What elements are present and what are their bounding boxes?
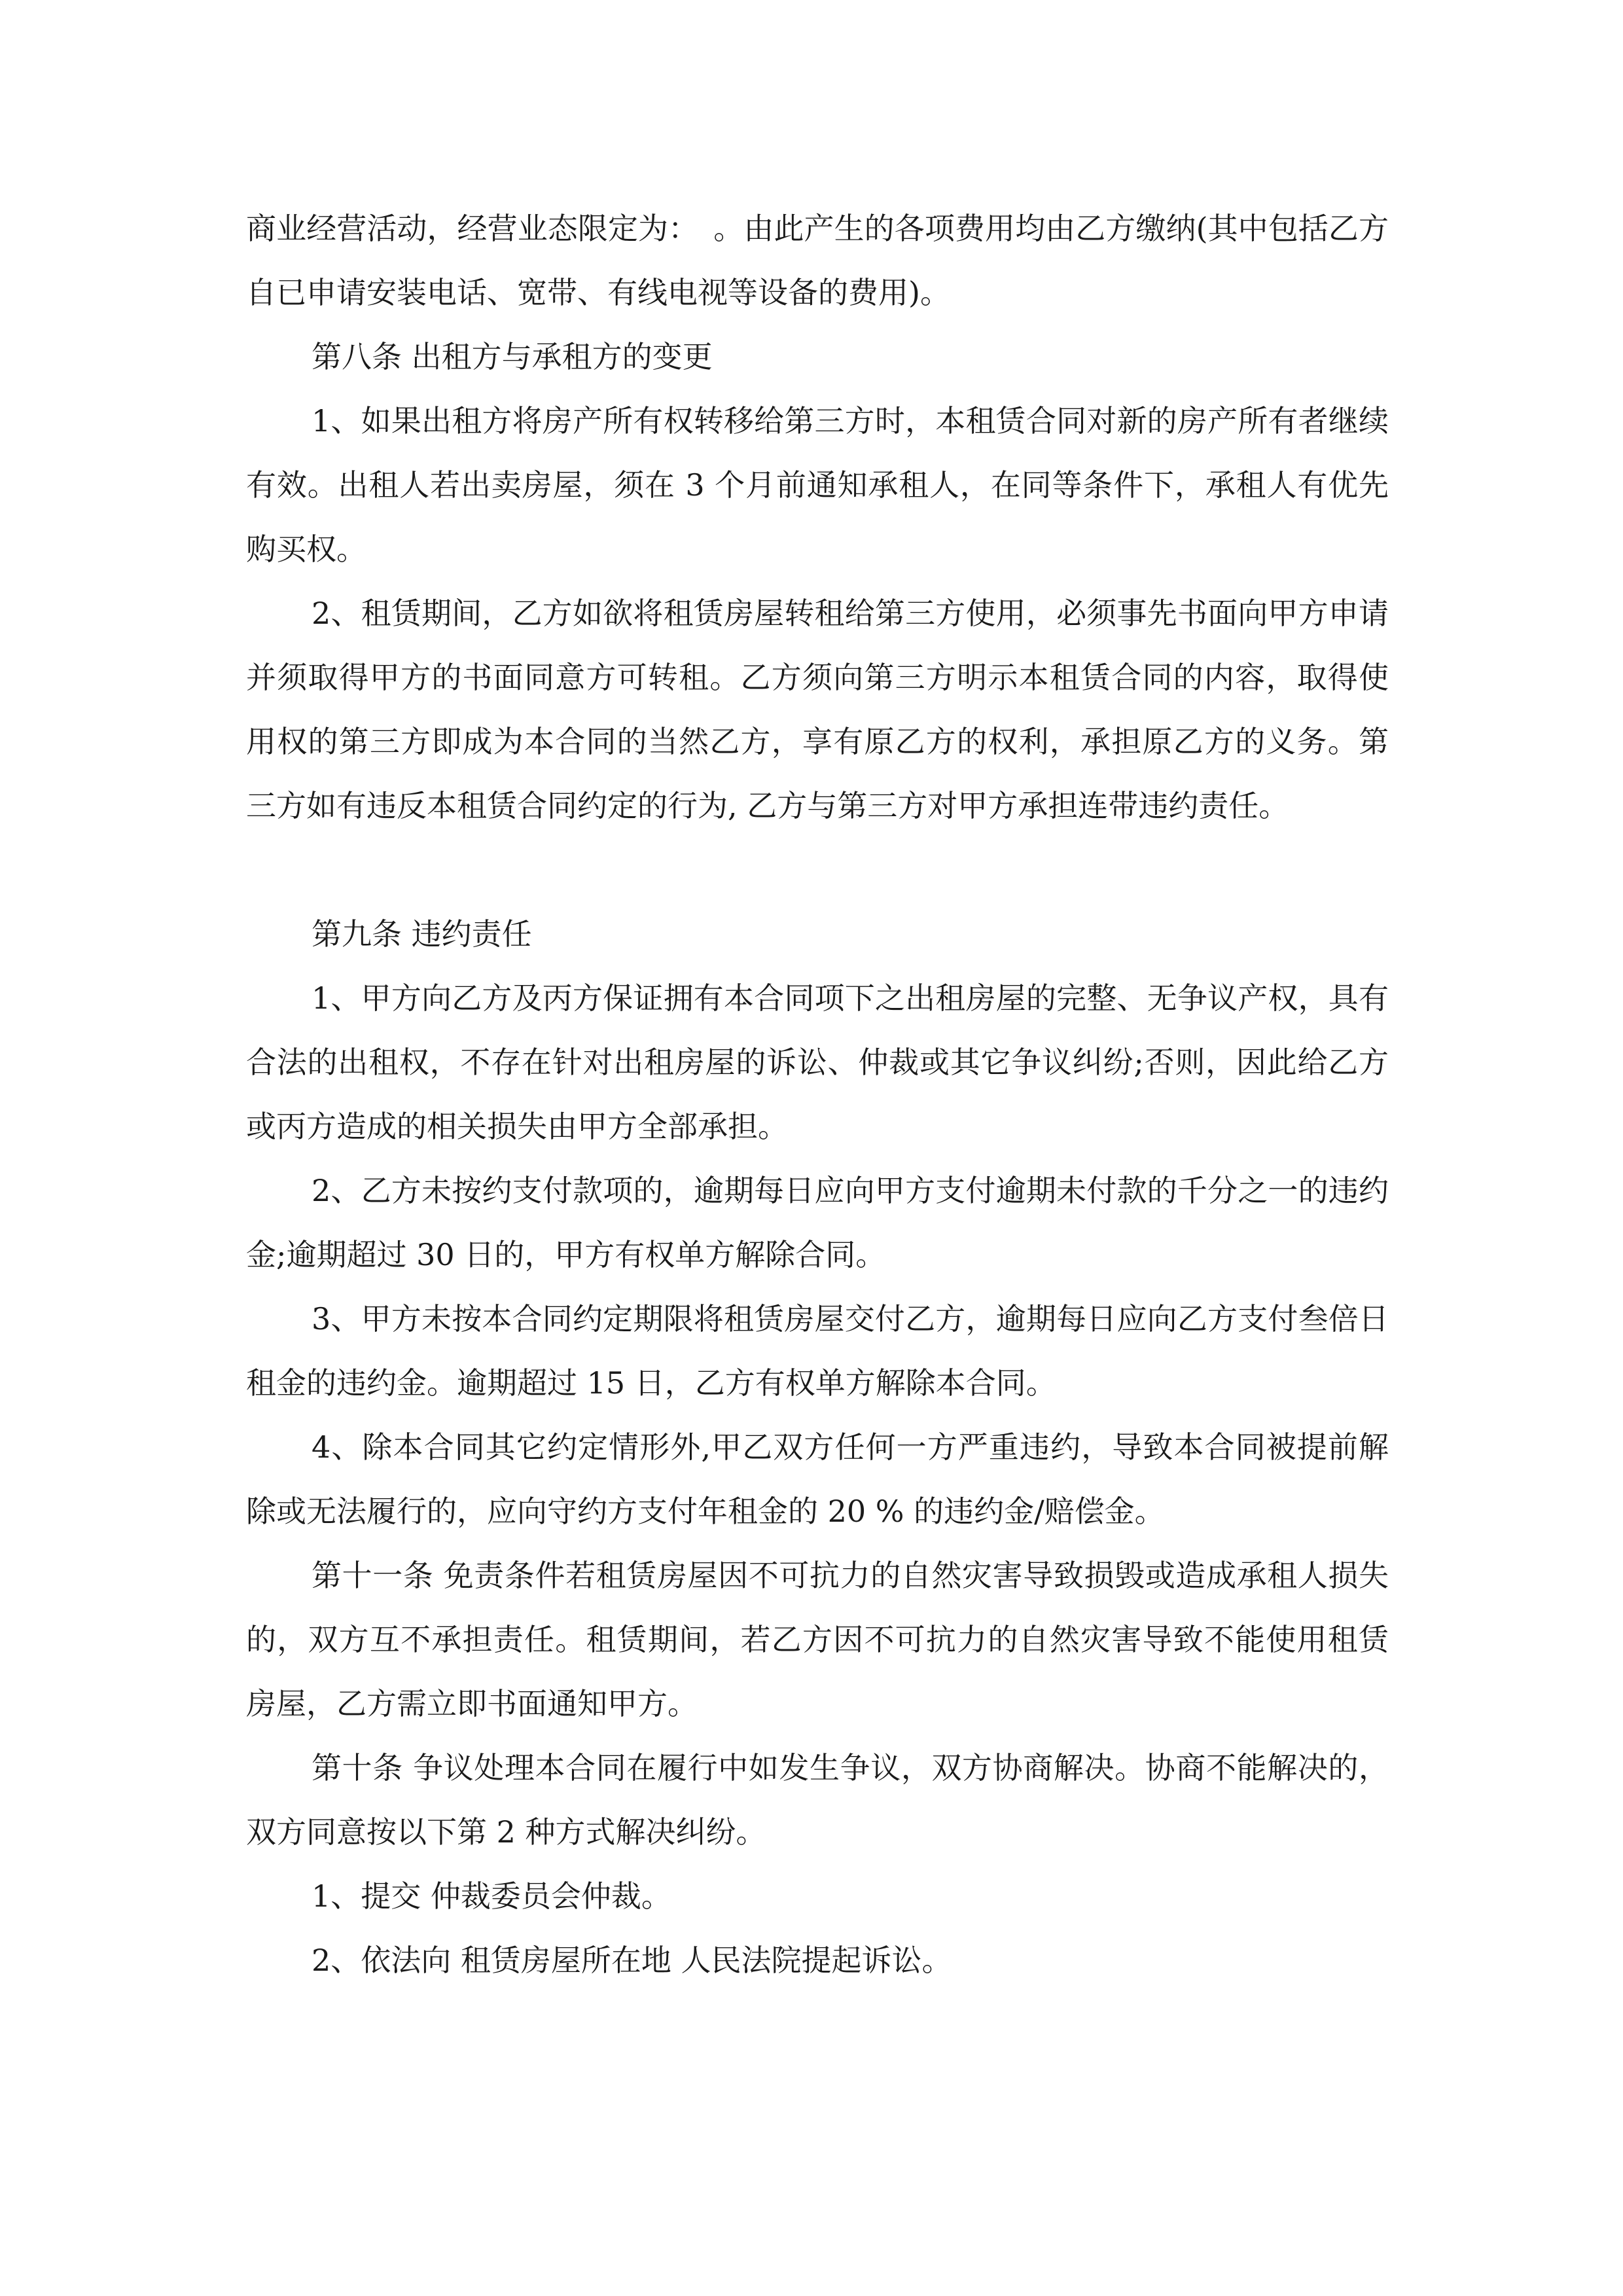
document-body xyxy=(246,196,1389,1992)
heading-article-8: 第八条 出租方与承租方的变更 xyxy=(312,339,713,374)
paragraph-article-11: 第十一条 免责条件若租赁房屋因不可抗力的自然灾害导致损毁或造成承租人损失的，双方互不承担责任。租赁期间，若乙方因不可抗力的自然灾害导致不能使用租赁房屋，乙方需立即书面通知甲方。 xyxy=(246,1558,1389,1721)
paragraph-9-3: 3、甲方未按本合同约定期限将租赁房屋交付乙方，逾期每日应向乙方支付叁倍日租金的违约金。逾期超过 15 日，乙方有权单方解除本合同。 xyxy=(246,1301,1389,1401)
paragraph-spacer xyxy=(246,838,1389,902)
paragraph-article-10: 第十条 争议处理本合同在履行中如发生争议，双方协商解决。协商不能解决的，双方同意按以下第 2 种方式解决纠纷。 xyxy=(246,1750,1389,1850)
paragraph-9-1: 1、甲方向乙方及丙方保证拥有本合同项下之出租房屋的完整、无争议产权，具有合法的出租权，不存在针对出租房屋的诉讼、仲裁或其它争议纠纷;否则，因此给乙方或丙方造成的相关损失由甲方全部承担。 xyxy=(246,980,1389,1144)
heading-article-9: 第九条 违约责任 xyxy=(312,916,532,952)
paragraph-9-2: 2、乙方未按约支付款项的，逾期每日应向甲方支付逾期未付款的千分之一的违约金;逾期超过 30 日的，甲方有权单方解除合同。 xyxy=(246,1173,1389,1272)
paragraph-10-1: 1、提交 仲裁委员会仲裁。 xyxy=(312,1878,671,1914)
paragraph-9-4: 4、除本合同其它约定情形外,甲乙双方任何一方严重违约，导致本合同被提前解除或无法履行的，应向守约方支付年租金的 20 % 的违约金/赔偿金。 xyxy=(246,1429,1389,1529)
paragraph-business-scope: 商业经营活动，经营业态限定为： 。由此产生的各项费用均由乙方缴纳(其中包括乙方自已申请安装电话、宽带、有线电视等设备的费用)。 xyxy=(246,211,1389,310)
paragraph-10-2: 2、依法向 租赁房屋所在地 人民法院提起诉讼。 xyxy=(312,1943,952,1978)
paragraph-8-2: 2、租赁期间，乙方如欲将租赁房屋转租给第三方使用，必须事先书面向甲方申请并须取得甲方的书面同意方可转租。乙方须向第三方明示本租赁合同的内容，取得使用权的第三方即成为本合同的当然乙方，享有原乙方的权利，承担原乙方的义务。第三方如有违反本租赁合同约定的行为, 乙方与第三方对甲方承担连带违约责任。 xyxy=(246,596,1389,823)
paragraph-8-1: 1、如果出租方将房产所有权转移给第三方时，本租赁合同对新的房产所有者继续有效。出租人若出卖房屋，须在 3 个月前通知承租人，在同等条件下，承租人有优先购买权。 xyxy=(246,403,1389,567)
